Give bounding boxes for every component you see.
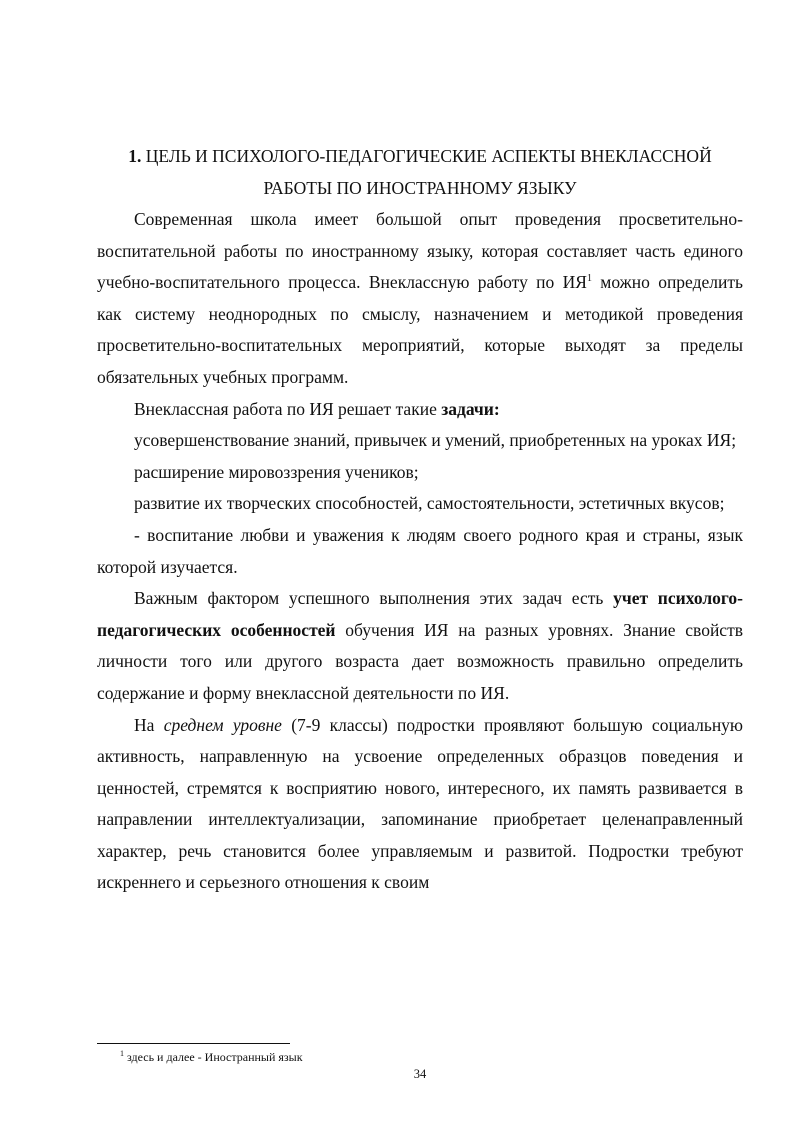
factors-bold-term: учет психолого-педагогических особенностей — [97, 588, 743, 640]
paragraph-intro-text-a: Современная школа имеет большой опыт проведения просветительно-воспитательной работы по иностранному языку, которая составляет часть единого учебно-воспитательного процесса. Внеклассную работу по ИЯ — [97, 209, 743, 293]
paragraph-tasks-text: Внеклассная работа по ИЯ решает такие — [134, 398, 442, 419]
body-text — [97, 204, 743, 899]
footnote-separator — [97, 1043, 290, 1044]
footnote-mark: 1 — [120, 1049, 124, 1058]
page-number: 34 — [413, 1067, 427, 1081]
heading-number: 1. — [128, 146, 142, 166]
heading-text-1: ЦЕЛЬ И ПСИХОЛОГО-ПЕДАГОГИЧЕСКИЕ АСПЕКТЫ ВНЕКЛАССНОЙ — [145, 146, 712, 166]
heading-line-1 — [97, 141, 743, 173]
paragraph-factors — [97, 583, 743, 709]
paragraph-intro — [97, 204, 743, 394]
list-item: - воспитание любви и уважения к людям своего родного края и страны, язык которой изучается. — [97, 524, 743, 577]
paragraph-factors-text-b: обучения ИЯ на разных уровнях. Знание свойств личности того или другого возраста дает возможность правильно определить содержание и форму внеклассной деятельности по ИЯ. — [97, 619, 743, 703]
paragraph-tasks — [97, 394, 743, 426]
tasks-bold-term: задачи: — [441, 398, 500, 419]
list-item: расширение мировоззрения учеников; — [134, 461, 419, 482]
section-heading — [97, 141, 743, 204]
middle-level-italic-term: среднем уровне — [163, 714, 282, 735]
footnote-reference: 1 — [586, 273, 592, 285]
paragraph-factors-text-a: Важным фактором успешного выполнения этих задач есть — [134, 588, 614, 609]
paragraph-intro-text-b: можно определить как систему неоднородных по смыслу, назначением и методикой проведения просветительно-воспитательных мероприятий, которые выходят за пределы обязательных учебных программ. — [97, 272, 743, 387]
footnote-text: здесь и далее - Иностранный язык — [124, 1050, 303, 1064]
list-item: развитие их творческих способностей, самостоятельности, эстетичных вкусов; — [134, 493, 725, 514]
list-item: усовершенствование знаний, привычек и умений, приобретенных на уроках ИЯ; — [134, 430, 737, 451]
paragraph-middle-text-b: (7-9 классы) подростки проявляют большую социальную активность, направленную на усвоение определенных образцов поведения и ценностей, стремятся к восприятию нового, интересного, их память развивается в направлении интеллектуализации, запоминание приобретает целенаправленный характер, речь становится более управляемым и развитой. Подростки требуют искреннего и серьезного отношения к своим — [97, 714, 744, 893]
paragraph-middle-text-a: На — [134, 714, 164, 735]
heading-line-2: РАБОТЫ ПО ИНОСТРАННОМУ ЯЗЫКУ — [263, 177, 577, 198]
footnote — [120, 1049, 303, 1065]
paragraph-middle-level — [97, 710, 743, 900]
